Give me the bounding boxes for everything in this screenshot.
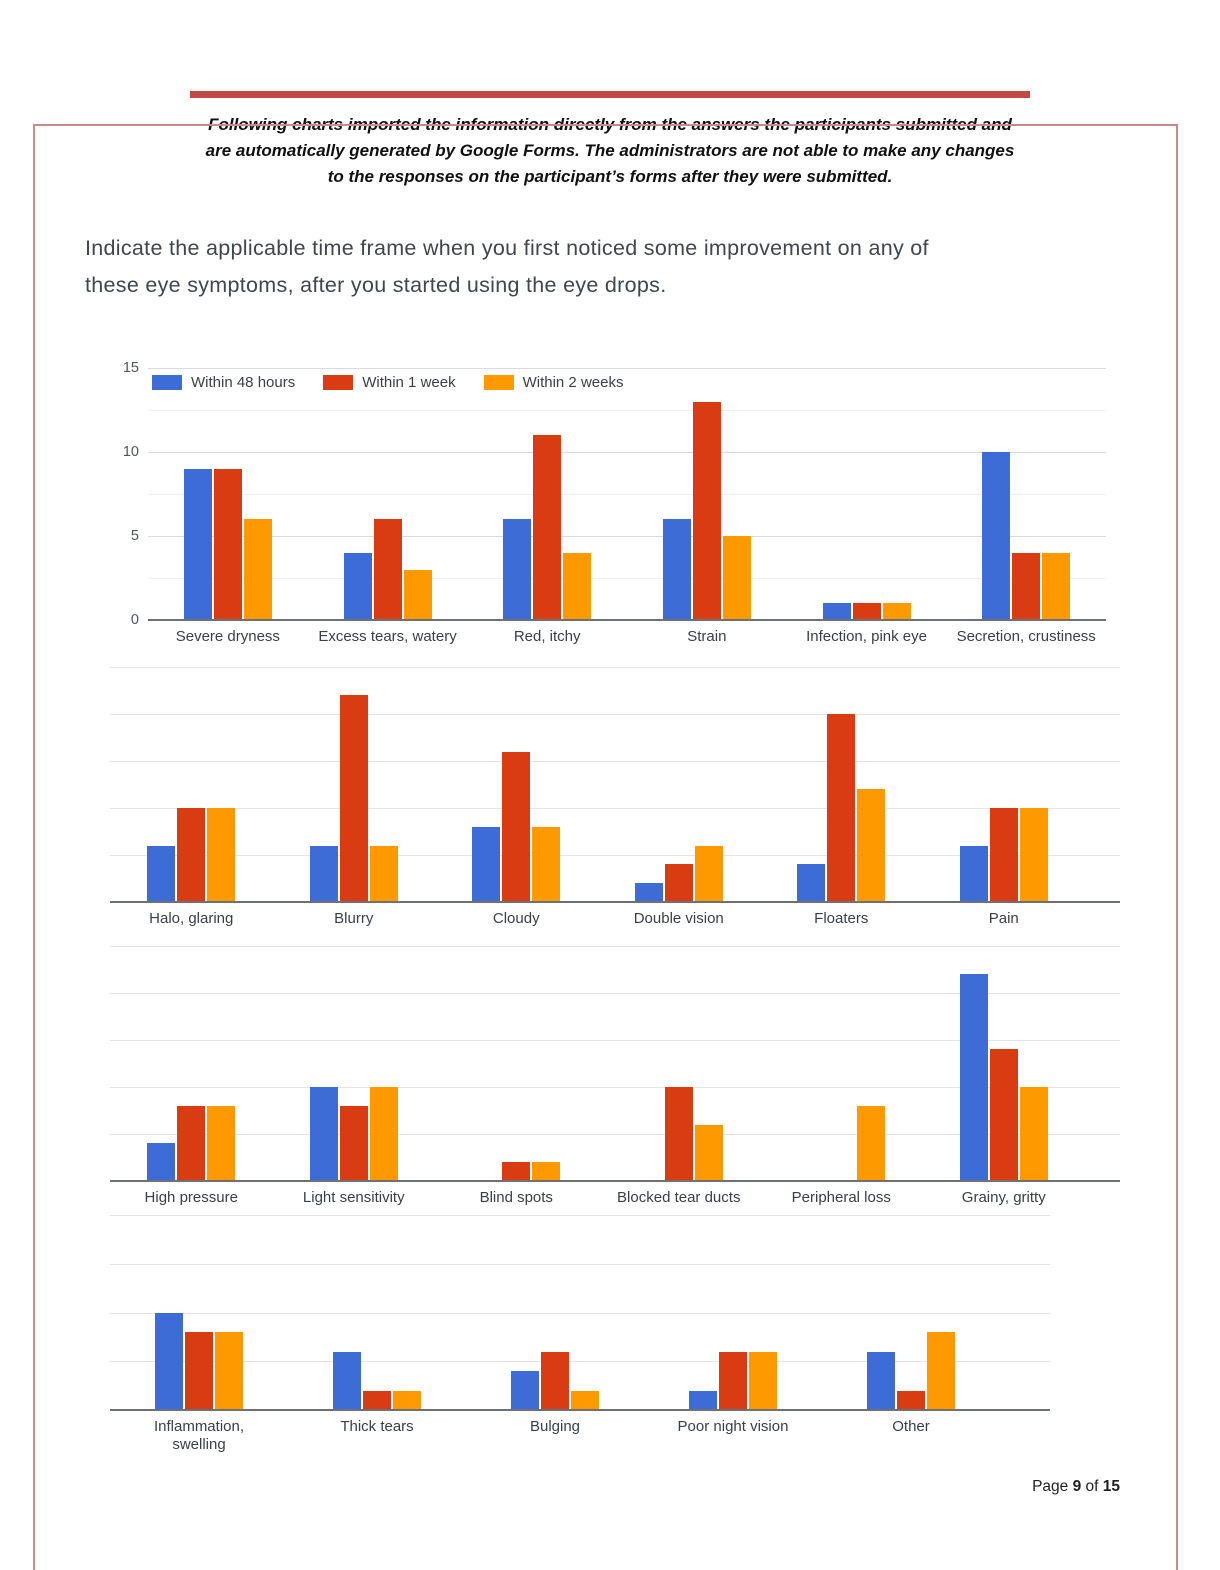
bar-within-48-hours xyxy=(503,519,531,620)
footer-mid: of xyxy=(1081,1478,1103,1495)
bar-group xyxy=(787,368,947,620)
x-axis-line xyxy=(110,901,1120,903)
bar-within-2-weeks xyxy=(1020,808,1048,902)
legend-item xyxy=(152,374,295,391)
bar-within-1-week xyxy=(665,864,693,902)
category-label-text: Red, itchy xyxy=(513,628,581,645)
category-label xyxy=(273,1189,436,1207)
bar-within-2-weeks xyxy=(207,808,235,902)
bar-group xyxy=(923,946,1086,1181)
notice-line-3: to the responses on the participant’s forms after they were submitted. xyxy=(327,167,893,186)
legend-label: Within 48 hours xyxy=(191,374,296,391)
category-label-row xyxy=(110,1189,1085,1207)
category-label xyxy=(923,910,1086,928)
bar-within-2-weeks xyxy=(695,846,723,902)
bar-within-2-weeks xyxy=(723,536,751,620)
category-label xyxy=(110,910,273,928)
bar-group xyxy=(644,1215,822,1410)
legend-item xyxy=(323,374,455,391)
bar-within-1-week xyxy=(990,808,1018,902)
y-axis-tick-label: 10 xyxy=(122,444,139,460)
category-label xyxy=(288,1418,466,1454)
notice-text xyxy=(170,112,1050,190)
category-label-text: Blind spots xyxy=(479,1189,553,1206)
bar-within-1-week xyxy=(665,1087,693,1181)
category-label-text: Infection, pink eye xyxy=(806,628,927,645)
category-label-text: Secretion, crustiness xyxy=(956,628,1096,645)
bar-within-1-week xyxy=(827,714,855,902)
bar-within-48-hours xyxy=(982,452,1010,620)
page-footer xyxy=(110,1478,1120,1496)
bar-within-2-weeks xyxy=(571,1391,599,1411)
bar-group xyxy=(466,1215,644,1410)
bar-within-1-week xyxy=(1012,553,1040,620)
plot-area xyxy=(110,946,1120,1181)
plot-area xyxy=(110,667,1120,902)
question-line-1: Indicate the applicable time frame when you first noticed some improvement on any of xyxy=(85,236,929,260)
bar-within-48-hours xyxy=(184,469,212,620)
bar-group xyxy=(760,946,923,1181)
bar-within-48-hours xyxy=(663,519,691,620)
category-label-row xyxy=(110,910,1085,928)
category-label-text: Pain xyxy=(988,910,1019,927)
bar-within-48-hours xyxy=(511,1371,539,1410)
legend-swatch-icon xyxy=(484,375,514,390)
category-label-text: Other xyxy=(892,1418,930,1435)
footer-page-number: 9 xyxy=(1072,1478,1082,1495)
bar-group xyxy=(598,946,761,1181)
category-label xyxy=(435,1189,598,1207)
y-axis-tick-label: 0 xyxy=(130,612,139,628)
bar-group xyxy=(273,667,436,902)
bar-groups xyxy=(110,946,1085,1181)
category-label xyxy=(466,1418,644,1454)
y-axis-tick-label: 5 xyxy=(130,528,139,544)
category-label xyxy=(598,910,761,928)
category-label-text: Severe dryness xyxy=(175,628,280,645)
category-label xyxy=(308,628,468,646)
bar-group xyxy=(627,368,787,620)
notice-line-2: are automatically generated by Google Forms. The administrators are not able to make any changes xyxy=(205,141,1015,160)
category-label-text: Blurry xyxy=(334,910,374,927)
bar-group xyxy=(273,946,436,1181)
bar-within-1-week xyxy=(340,695,368,902)
bar-group xyxy=(308,368,468,620)
bar-within-2-weeks xyxy=(563,553,591,620)
category-label-text: Floaters xyxy=(814,910,869,927)
bar-within-1-week xyxy=(853,603,881,620)
category-label xyxy=(760,1189,923,1207)
bar-within-1-week xyxy=(214,469,242,620)
bar-group xyxy=(946,368,1106,620)
bar-within-2-weeks xyxy=(857,789,885,902)
bar-within-2-weeks xyxy=(215,1332,243,1410)
bar-within-1-week xyxy=(502,752,530,902)
chart-row-2 xyxy=(110,667,1120,928)
chart-row-1 xyxy=(122,360,1120,646)
category-label xyxy=(923,1189,1086,1207)
bar-within-2-weeks xyxy=(695,1125,723,1181)
category-label-text: Poor night vision xyxy=(677,1418,789,1435)
bar-within-1-week xyxy=(340,1106,368,1181)
category-label-text: Excess tears, watery xyxy=(318,628,457,645)
bar-within-48-hours xyxy=(689,1391,717,1411)
category-label xyxy=(273,910,436,928)
legend-label: Within 1 week xyxy=(362,374,456,391)
bar-within-2-weeks xyxy=(207,1106,235,1181)
bar-group xyxy=(110,946,273,1181)
bar-within-1-week xyxy=(502,1162,530,1181)
bar-within-2-weeks xyxy=(244,519,272,620)
bar-group xyxy=(598,667,761,902)
category-label xyxy=(148,628,308,646)
bar-within-48-hours xyxy=(635,883,663,902)
bar-within-48-hours xyxy=(333,1352,361,1411)
category-label-text: Thick tears xyxy=(340,1418,414,1435)
category-label-text: Blocked tear ducts xyxy=(617,1189,741,1206)
footer-total-pages: 15 xyxy=(1102,1478,1120,1495)
bar-within-48-hours xyxy=(797,864,825,902)
bar-within-1-week xyxy=(374,519,402,620)
category-label xyxy=(822,1418,1000,1454)
bar-within-1-week xyxy=(693,402,721,620)
legend-swatch-icon xyxy=(152,375,182,390)
bar-group xyxy=(110,667,273,902)
bar-within-48-hours xyxy=(867,1352,895,1411)
bar-within-48-hours xyxy=(147,846,175,902)
bar-group xyxy=(435,667,598,902)
bar-within-2-weeks xyxy=(370,846,398,902)
bar-within-48-hours xyxy=(960,846,988,902)
bar-within-2-weeks xyxy=(532,1162,560,1181)
bar-within-48-hours xyxy=(472,827,500,902)
category-label-row xyxy=(148,628,1106,646)
legend xyxy=(152,374,623,391)
bar-group xyxy=(467,368,627,620)
notice-line-1: Following charts imported the information directly from the answers the participants submitted and xyxy=(208,115,1012,134)
bar-within-2-weeks xyxy=(370,1087,398,1181)
bar-within-48-hours xyxy=(155,1313,183,1411)
bar-within-48-hours xyxy=(823,603,851,620)
question-line-2: these eye symptoms, after you started using the eye drops. xyxy=(85,273,667,297)
category-label-text: Grainy, gritty xyxy=(961,1189,1046,1206)
bar-within-1-week xyxy=(185,1332,213,1410)
x-axis-line xyxy=(110,1180,1120,1182)
x-axis-line xyxy=(148,619,1106,621)
bar-group xyxy=(435,946,598,1181)
category-label-text: Double vision xyxy=(633,910,724,927)
bar-within-1-week xyxy=(177,1106,205,1181)
bar-within-48-hours xyxy=(310,846,338,902)
category-label-row xyxy=(110,1418,1000,1454)
bar-group xyxy=(288,1215,466,1410)
bar-within-1-week xyxy=(177,808,205,902)
bar-within-2-weeks xyxy=(883,603,911,620)
bar-within-1-week xyxy=(719,1352,747,1411)
bar-within-2-weeks xyxy=(1042,553,1070,620)
legend-swatch-icon xyxy=(323,375,353,390)
chart-row-3 xyxy=(110,946,1120,1207)
bar-within-1-week xyxy=(990,1049,1018,1181)
category-label xyxy=(627,628,787,646)
chart-row-4 xyxy=(110,1215,1120,1454)
x-axis-line xyxy=(110,1409,1050,1411)
category-label xyxy=(760,910,923,928)
category-label-text: High pressure xyxy=(144,1189,238,1206)
bar-within-2-weeks xyxy=(857,1106,885,1181)
footer-prefix: Page xyxy=(1032,1478,1073,1495)
bar-within-48-hours xyxy=(960,974,988,1181)
category-label-text: Peripheral loss xyxy=(791,1189,891,1206)
category-label xyxy=(787,628,947,646)
bar-within-48-hours xyxy=(147,1143,175,1181)
bar-within-2-weeks xyxy=(532,827,560,902)
category-label-text: Inflammation, swelling xyxy=(153,1418,245,1453)
bar-within-2-weeks xyxy=(1020,1087,1048,1181)
bar-groups xyxy=(110,667,1085,902)
category-label xyxy=(435,910,598,928)
question-text xyxy=(85,230,1015,304)
bar-within-1-week xyxy=(541,1352,569,1411)
category-label xyxy=(946,628,1106,646)
chart xyxy=(110,360,1120,1454)
bar-group xyxy=(110,1215,288,1410)
category-label-text: Halo, glaring xyxy=(149,910,234,927)
plot-area xyxy=(110,1215,1050,1410)
category-label-text: Cloudy xyxy=(492,910,540,927)
legend-label: Within 2 weeks xyxy=(522,374,624,391)
category-label-text: Bulging xyxy=(529,1418,581,1435)
bar-within-1-week xyxy=(533,435,561,620)
bar-within-1-week xyxy=(897,1391,925,1411)
header-red-rule xyxy=(190,91,1030,98)
bar-within-1-week xyxy=(363,1391,391,1411)
category-label xyxy=(467,628,627,646)
plot-area xyxy=(122,360,1106,628)
bar-group xyxy=(923,667,1086,902)
bar-within-48-hours xyxy=(310,1087,338,1181)
category-label-text: Light sensitivity xyxy=(302,1189,405,1206)
bar-group xyxy=(822,1215,1000,1410)
bar-within-2-weeks xyxy=(749,1352,777,1411)
legend-item xyxy=(484,374,624,391)
bar-within-48-hours xyxy=(344,553,372,620)
bar-within-2-weeks xyxy=(404,570,432,620)
bar-group xyxy=(760,667,923,902)
category-label xyxy=(110,1418,288,1454)
bar-group xyxy=(148,368,308,620)
y-axis-tick-label: 15 xyxy=(122,360,139,376)
bar-groups xyxy=(148,368,1106,620)
bar-within-2-weeks xyxy=(927,1332,955,1410)
category-label xyxy=(110,1189,273,1207)
bar-within-2-weeks xyxy=(393,1391,421,1411)
bar-groups xyxy=(110,1215,1000,1410)
category-label-text: Strain xyxy=(687,628,727,645)
category-label xyxy=(644,1418,822,1454)
category-label xyxy=(598,1189,761,1207)
